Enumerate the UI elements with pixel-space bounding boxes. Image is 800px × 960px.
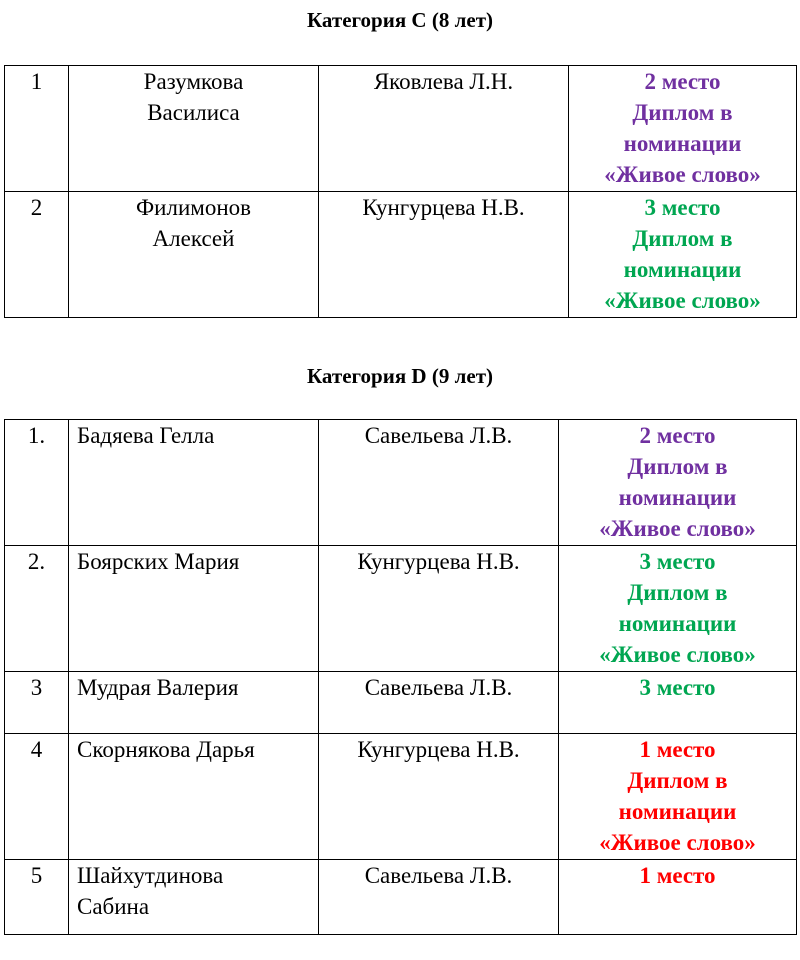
award-cell bbox=[559, 672, 797, 734]
award-cell bbox=[569, 66, 797, 192]
category-c-heading: Категория С (8 лет) bbox=[306, 8, 494, 32]
award-diploma: Диплом в номинации bbox=[618, 454, 737, 510]
award-nomination: «Живое слово» bbox=[604, 288, 761, 313]
award-place: 1 место bbox=[639, 737, 716, 762]
row-number: 4 bbox=[5, 734, 69, 860]
award-cell bbox=[559, 734, 797, 860]
teacher-name: Кунгурцева Н.В. bbox=[319, 192, 569, 318]
participant-name: Шайхутдинова Сабина bbox=[69, 860, 319, 935]
table-row bbox=[5, 672, 797, 734]
award-diploma: Диплом в номинации bbox=[623, 100, 742, 156]
award-nomination: «Живое слово» bbox=[599, 516, 756, 541]
teacher-name: Яковлева Л.Н. bbox=[319, 66, 569, 192]
category-d-heading: Категория D (9 лет) bbox=[306, 364, 494, 388]
table-row bbox=[5, 192, 797, 318]
award-cell bbox=[559, 420, 797, 546]
award-place: 3 место bbox=[639, 549, 716, 574]
teacher-name: Савельева Л.В. bbox=[319, 672, 559, 734]
category-d-table bbox=[4, 419, 797, 935]
award-place: 3 место bbox=[644, 195, 721, 220]
award-place: 3 место bbox=[639, 675, 716, 700]
award-place: 2 место bbox=[644, 69, 721, 94]
award-nomination: «Живое слово» bbox=[604, 162, 761, 187]
participant-name: Бадяева Гелла bbox=[69, 420, 319, 546]
award-place: 2 место bbox=[639, 423, 716, 448]
award-place: 1 место bbox=[639, 863, 716, 888]
participant-name: Филимонов Алексей bbox=[69, 192, 319, 318]
table-row bbox=[5, 860, 797, 935]
award-diploma: Диплом в номинации bbox=[618, 580, 737, 636]
table-row bbox=[5, 420, 797, 546]
table-row bbox=[5, 66, 797, 192]
row-number: 5 bbox=[5, 860, 69, 935]
row-number: 3 bbox=[5, 672, 69, 734]
participant-name: Скорнякова Дарья bbox=[69, 734, 319, 860]
award-cell bbox=[559, 860, 797, 935]
teacher-name: Савельева Л.В. bbox=[319, 860, 559, 935]
award-nomination: «Живое слово» bbox=[599, 642, 756, 667]
participant-name: Боярских Мария bbox=[69, 546, 319, 672]
award-diploma: Диплом в номинации bbox=[623, 226, 742, 282]
teacher-name: Кунгурцева Н.В. bbox=[319, 546, 559, 672]
award-nomination: «Живое слово» bbox=[599, 830, 756, 855]
row-number: 1. bbox=[5, 420, 69, 546]
award-diploma: Диплом в номинации bbox=[618, 768, 737, 824]
table-row bbox=[5, 734, 797, 860]
row-number: 2 bbox=[5, 192, 69, 318]
participant-name: Разумкова Василиса bbox=[69, 66, 319, 192]
award-cell bbox=[569, 192, 797, 318]
table-row bbox=[5, 546, 797, 672]
row-number: 1 bbox=[5, 66, 69, 192]
teacher-name: Савельева Л.В. bbox=[319, 420, 559, 546]
category-c-table bbox=[4, 65, 797, 318]
participant-name: Мудрая Валерия bbox=[69, 672, 319, 734]
row-number: 2. bbox=[5, 546, 69, 672]
award-cell bbox=[559, 546, 797, 672]
teacher-name: Кунгурцева Н.В. bbox=[319, 734, 559, 860]
